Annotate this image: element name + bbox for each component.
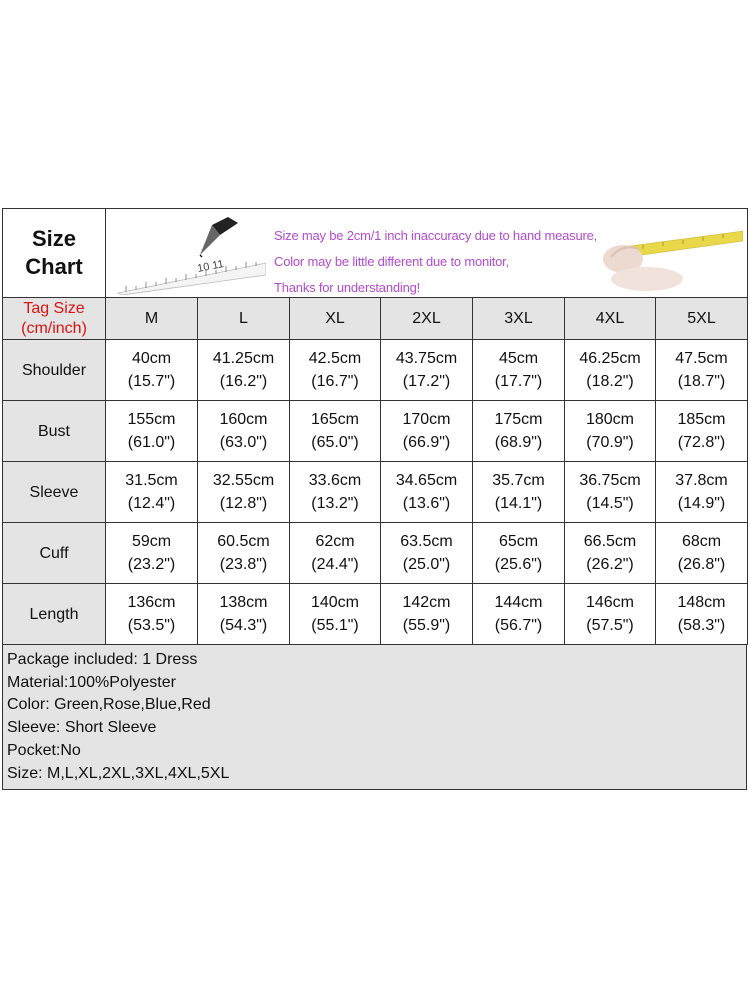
size-col-3xl: 3XL: [473, 298, 565, 340]
measure-cm: 45cm: [498, 350, 539, 367]
measure-notes: [274, 223, 597, 298]
measure-cell: [106, 340, 198, 401]
measure-cell: [198, 584, 290, 645]
measure-cm: 142cm: [402, 594, 451, 611]
measure-inch: (16.7"): [311, 373, 359, 390]
measure-cm: 40cm: [131, 350, 172, 367]
measure-cm: 65cm: [498, 533, 539, 550]
measure-cm: 37.8cm: [675, 472, 728, 489]
measure-inch: (24.4"): [311, 556, 359, 573]
measure-inch: (18.2"): [586, 373, 634, 390]
measure-cm: 33.6cm: [308, 472, 362, 489]
info-sleeve: Sleeve: Short Sleeve: [7, 719, 157, 737]
measure-inch: (58.3"): [677, 617, 726, 634]
measure-cm: 36.75cm: [579, 472, 641, 489]
size-table: [2, 208, 748, 645]
measure-inch: (57.5"): [586, 617, 634, 634]
measure-cm: 59cm: [131, 533, 172, 550]
measure-row-shoulder: [3, 340, 748, 401]
measure-banner: [106, 209, 748, 298]
measure-cm: 42.5cm: [308, 350, 362, 367]
product-info: [2, 645, 747, 790]
chart-title-line2: Chart: [25, 254, 83, 279]
measure-cm: 148cm: [677, 594, 726, 611]
tag-size-line2: (cm/inch): [21, 319, 87, 337]
measure-cm: 160cm: [219, 411, 268, 428]
tag-size-label: [3, 298, 106, 340]
measure-cm: 155cm: [127, 411, 176, 428]
size-col-m: M: [106, 298, 198, 340]
measure-inch: (66.9"): [402, 434, 451, 451]
measure-cell: [381, 401, 473, 462]
measure-row-length: [3, 584, 748, 645]
size-col-xl: XL: [290, 298, 381, 340]
ruler-pen-icon: [116, 215, 266, 295]
measure-inch: (26.2"): [586, 556, 634, 573]
note-color: Color may be little different due to monitor,: [274, 254, 509, 269]
info-package: Package included: 1 Dress: [7, 651, 198, 668]
note-inaccuracy: Size may be 2cm/1 inch inaccuracy due to hand measure,: [274, 228, 598, 243]
measure-cell: [473, 401, 565, 462]
note-thanks: Thanks for understanding!: [274, 280, 421, 295]
chart-title: [3, 209, 106, 298]
measure-cell: [565, 584, 656, 645]
measure-cm: 175cm: [494, 411, 543, 428]
measure-cm: 144cm: [494, 594, 543, 611]
row-label: Sleeve: [3, 462, 106, 523]
size-header-row: [3, 298, 748, 340]
measure-cm: 170cm: [402, 411, 451, 428]
measure-inch: (12.4"): [127, 495, 176, 512]
measure-cm: 66.5cm: [583, 533, 637, 550]
measure-cm: 32.55cm: [212, 472, 275, 489]
measure-cm: 60.5cm: [217, 533, 270, 550]
measure-inch: (14.1"): [494, 495, 543, 512]
measure-inch: (68.9"): [494, 434, 543, 451]
measure-cell: [656, 584, 748, 645]
measure-inch: (23.8"): [219, 556, 268, 573]
measure-cell: [106, 523, 198, 584]
measure-cell: [565, 401, 656, 462]
measure-cell: [473, 462, 565, 523]
measure-cell: [656, 462, 748, 523]
measure-cell: [565, 523, 656, 584]
row-label: Shoulder: [3, 340, 106, 401]
measure-cm: 46.25cm: [579, 350, 641, 367]
measure-cm: 136cm: [127, 594, 176, 611]
measure-row-cuff: [3, 523, 748, 584]
measure-inch: (14.5"): [586, 495, 634, 512]
info-pocket: Pocket:No: [7, 741, 81, 759]
measure-inch: (15.7"): [127, 373, 176, 390]
measure-cell: [198, 462, 290, 523]
measure-inch: (18.7"): [677, 373, 726, 390]
measure-cm: 47.5cm: [675, 350, 728, 367]
measure-cm: 140cm: [310, 594, 360, 611]
measure-inch: (13.6"): [402, 495, 451, 512]
measure-cell: [290, 401, 381, 462]
measure-cm: 180cm: [585, 411, 635, 428]
measure-inch: (16.2"): [219, 373, 268, 390]
measure-cell: [473, 340, 565, 401]
measure-inch: (53.5"): [127, 617, 176, 634]
measure-inch: (72.8"): [677, 434, 726, 451]
row-label: Cuff: [3, 523, 106, 584]
measure-cm: 138cm: [219, 594, 268, 611]
measure-inch: (70.9"): [586, 434, 634, 451]
tape-measure-hand-icon: [593, 219, 743, 295]
measure-cell: [381, 523, 473, 584]
info-color: Color: Green,Rose,Blue,Red: [7, 696, 211, 714]
measure-cell: [198, 401, 290, 462]
measure-cell: [381, 340, 473, 401]
measure-cm: 63.5cm: [400, 533, 453, 550]
measure-cell: [473, 523, 565, 584]
size-col-l: L: [198, 298, 290, 340]
measure-cell: [656, 523, 748, 584]
measure-cm: 41.25cm: [212, 350, 275, 367]
measure-cell: [106, 401, 198, 462]
measure-cm: 146cm: [585, 594, 635, 611]
measure-inch: (61.0"): [127, 434, 176, 451]
measure-inch: (65.0"): [311, 434, 359, 451]
measure-cm: 31.5cm: [125, 472, 178, 489]
measure-cm: 43.75cm: [395, 350, 458, 367]
size-chart: [2, 208, 747, 790]
measure-cm: 68cm: [681, 533, 722, 550]
size-col-2xl: 2XL: [381, 298, 473, 340]
measure-cell: [565, 340, 656, 401]
measure-cm: 185cm: [677, 411, 726, 428]
measure-inch: (56.7"): [494, 617, 543, 634]
measure-cell: [656, 340, 748, 401]
measure-row-sleeve: [3, 462, 748, 523]
tag-size-line1: Tag Size: [23, 299, 85, 317]
measure-inch: (55.1"): [311, 617, 359, 634]
measure-cell: [290, 462, 381, 523]
measure-cell: [473, 584, 565, 645]
measure-cell: [290, 584, 381, 645]
measure-cell: [106, 462, 198, 523]
measure-cm: 165cm: [310, 411, 360, 428]
measure-inch: (54.3"): [219, 617, 268, 634]
measure-inch: (25.0"): [402, 556, 451, 573]
measure-inch: (12.8"): [219, 495, 268, 512]
info-material: Material:100%Polyester: [7, 673, 176, 691]
measure-cell: [290, 523, 381, 584]
measure-cm: 34.65cm: [395, 472, 458, 489]
measure-inch: (25.6"): [494, 556, 543, 573]
measure-cell: [381, 584, 473, 645]
measure-inch: (13.2"): [311, 495, 359, 512]
measure-cell: [656, 401, 748, 462]
measure-cell: [565, 462, 656, 523]
measure-cell: [198, 523, 290, 584]
size-col-4xl: 4XL: [565, 298, 656, 340]
info-sizes: Size: M,L,XL,2XL,3XL,4XL,5XL: [7, 764, 230, 782]
chart-title-line1: Size: [31, 226, 77, 251]
measure-row-bust: [3, 401, 748, 462]
row-label: Bust: [3, 401, 106, 462]
measure-cm: 62cm: [315, 533, 355, 550]
measure-inch: (14.9"): [677, 495, 726, 512]
size-col-5xl: 5XL: [656, 298, 748, 340]
measure-inch: (23.2"): [127, 556, 176, 573]
row-label: Length: [3, 584, 106, 645]
measure-cell: [106, 584, 198, 645]
ruler-ticks: 10 11: [196, 258, 225, 275]
measure-cell: [381, 462, 473, 523]
measure-inch: (17.7"): [494, 373, 543, 390]
measure-cell: [290, 340, 381, 401]
measure-inch: (55.9"): [402, 617, 451, 634]
measure-inch: (26.8"): [677, 556, 726, 573]
measure-cell: [198, 340, 290, 401]
measure-inch: (17.2"): [402, 373, 451, 390]
measure-inch: (63.0"): [219, 434, 268, 451]
measure-cm: 35.7cm: [492, 472, 545, 489]
